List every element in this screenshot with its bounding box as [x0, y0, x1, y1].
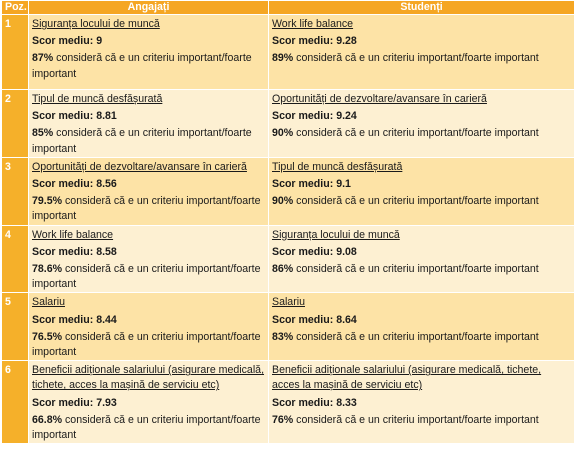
importance-text: consideră că e un criteriu important/foarte important — [32, 330, 261, 359]
importance-line — [32, 330, 265, 360]
importance-percent: 90% — [272, 195, 294, 208]
average-score — [272, 313, 571, 328]
score-label: Scor mediu: — [272, 178, 334, 191]
position-cell: 6 — [2, 361, 29, 444]
importance-text: consideră că e un criteriu important/foarte important — [32, 52, 252, 80]
score-value: 9 — [96, 35, 103, 48]
importance-percent: 79.5% — [32, 195, 63, 208]
score-value: 8.81 — [96, 110, 117, 123]
score-value: 8.58 — [96, 245, 117, 258]
score-label: Scor mediu: — [272, 396, 334, 409]
table-row — [2, 225, 575, 293]
importance-text: consideră că e un criteriu important/foarte important — [296, 413, 539, 426]
studenti-cell — [269, 157, 575, 225]
score-value: 9.28 — [336, 35, 357, 48]
angajati-cell — [29, 157, 269, 225]
score-label: Scor mediu: — [32, 313, 94, 326]
average-score — [272, 34, 571, 49]
importance-text: consideră că e un criteriu important/foarte important — [32, 263, 261, 291]
score-label: Scor mediu: — [32, 110, 94, 123]
table-row — [2, 293, 575, 361]
criterion-name: Salariu — [272, 296, 305, 309]
criterion-name: Beneficii adiționale salariului (asigurare medicală, tichete, acces la mașină de serviciu etc) — [32, 364, 265, 392]
score-value: 8.56 — [96, 178, 117, 191]
table-row — [2, 157, 575, 225]
importance-percent: 90% — [272, 127, 294, 140]
score-label: Scor mediu: — [32, 35, 94, 48]
average-score — [32, 34, 265, 49]
importance-line — [32, 194, 265, 224]
table-row — [2, 90, 575, 158]
importance-line — [272, 262, 571, 277]
average-score — [32, 245, 265, 260]
angajati-cell — [29, 361, 269, 444]
header-angajati: Angajați — [29, 1, 269, 15]
criterion-name: Beneficii adiționale salariului (asigurare medicală, tichete, acces la mașină de serviciu etc) — [272, 364, 542, 392]
criterion-name: Siguranța locului de muncă — [272, 228, 400, 241]
importance-text: consideră că e un criteriu important/foarte important — [296, 195, 539, 208]
studenti-cell — [269, 90, 575, 158]
importance-line — [32, 51, 265, 81]
score-value: 8.33 — [336, 396, 357, 409]
importance-percent: 87% — [32, 52, 54, 65]
score-value: 9.24 — [336, 110, 357, 123]
criterion-name: Salariu — [32, 296, 65, 309]
importance-text: consideră că e un criteriu important/foarte important — [296, 127, 539, 140]
score-value: 8.44 — [96, 313, 117, 326]
average-score — [272, 109, 571, 124]
average-score — [32, 313, 265, 328]
position-cell: 3 — [2, 157, 29, 225]
importance-percent: 66.8% — [32, 413, 63, 426]
studenti-cell — [269, 361, 575, 444]
score-value: 9.1 — [336, 178, 351, 191]
importance-line — [32, 262, 265, 292]
average-score — [272, 177, 571, 192]
studenti-cell — [269, 15, 575, 90]
criterion-name: Oportunități de dezvoltare/avansare în carieră — [32, 160, 247, 173]
importance-percent: 89% — [272, 52, 294, 65]
angajati-cell — [29, 15, 269, 90]
score-label: Scor mediu: — [32, 396, 94, 409]
importance-text: consideră că e un criteriu important/foarte important — [296, 330, 539, 343]
position-cell: 4 — [2, 225, 29, 293]
criterion-name: Work life balance — [32, 228, 114, 241]
criterion-name: Tipul de muncă desfășurată — [272, 160, 403, 173]
importance-percent: 76% — [272, 413, 294, 426]
score-label: Scor mediu: — [272, 35, 334, 48]
importance-percent: 76.5% — [32, 330, 63, 343]
importance-text: consideră că e un criteriu important/foarte important — [32, 413, 261, 442]
average-score — [32, 109, 265, 124]
criterion-name: Siguranța locului de muncă — [32, 18, 160, 30]
importance-line — [272, 330, 571, 345]
average-score — [32, 177, 265, 192]
angajati-cell — [29, 225, 269, 293]
header-studenti: Studenți — [269, 1, 575, 15]
score-label: Scor mediu: — [32, 178, 94, 191]
criterion-name: Oportunități de dezvoltare/avansare în carieră — [272, 93, 487, 105]
importance-text: consideră că e un criteriu important/foarte important — [32, 195, 261, 223]
importance-line — [272, 51, 571, 66]
average-score — [272, 245, 571, 260]
criterion-name: Work life balance — [272, 18, 354, 30]
score-value: 7.93 — [96, 396, 117, 409]
importance-line — [32, 413, 265, 443]
importance-line — [32, 126, 265, 156]
position-cell: 5 — [2, 293, 29, 361]
importance-text: consideră că e un criteriu important/foarte important — [32, 127, 252, 155]
importance-line — [272, 413, 571, 428]
score-label: Scor mediu: — [272, 313, 334, 326]
header-poz: Poz. — [2, 1, 29, 15]
score-label: Scor mediu: — [272, 245, 334, 258]
studenti-cell — [269, 225, 575, 293]
importance-percent: 85% — [32, 127, 54, 140]
importance-text: consideră că e un criteriu important/foarte important — [296, 52, 539, 65]
score-label: Scor mediu: — [32, 245, 94, 258]
average-score — [32, 396, 265, 411]
position-cell: 1 — [2, 15, 29, 90]
angajati-cell — [29, 293, 269, 361]
position-cell: 2 — [2, 90, 29, 158]
studenti-cell — [269, 293, 575, 361]
importance-line — [272, 126, 571, 141]
angajati-cell — [29, 90, 269, 158]
importance-percent: 78.6% — [32, 263, 63, 276]
table-row — [2, 361, 575, 444]
importance-percent: 83% — [272, 330, 294, 343]
table-row — [2, 15, 575, 90]
ranking-table — [1, 0, 575, 444]
score-value: 9.08 — [336, 245, 357, 258]
importance-percent: 86% — [272, 263, 294, 276]
criterion-name: Tipul de muncă desfășurată — [32, 93, 163, 105]
score-label: Scor mediu: — [272, 110, 334, 123]
average-score — [272, 396, 571, 411]
importance-line — [272, 194, 571, 209]
score-value: 8.64 — [336, 313, 357, 326]
header-row — [2, 1, 575, 15]
importance-text: consideră că e un criteriu important/foarte important — [296, 263, 539, 276]
